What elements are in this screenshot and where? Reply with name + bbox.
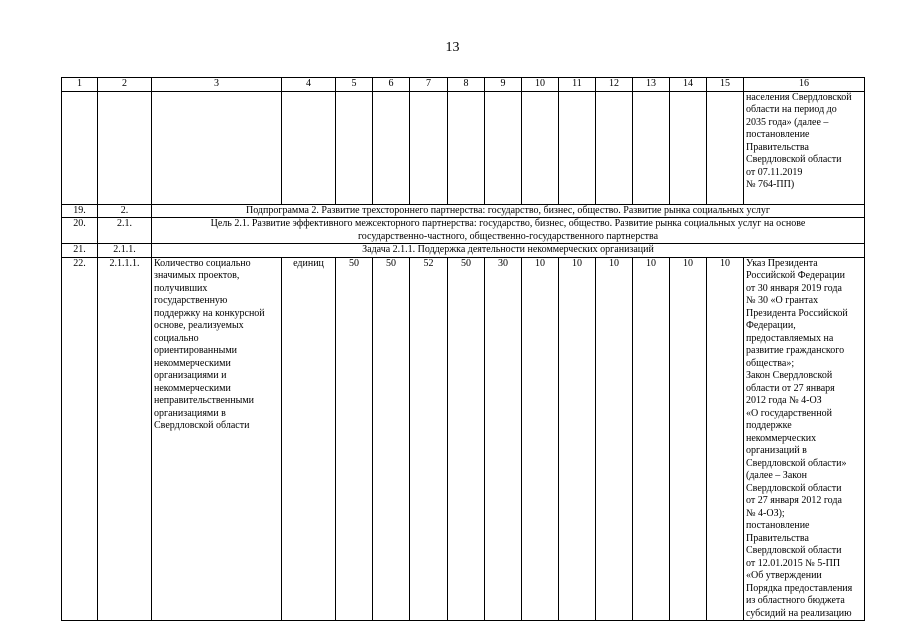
row-code: 2. [98, 204, 152, 218]
column-number: 4 [282, 78, 336, 92]
row-code: 2.1. [98, 218, 152, 244]
column-numbers-row [62, 78, 865, 92]
row-number: 19. [62, 204, 98, 218]
indicator-value: 50 [448, 257, 485, 621]
column-number: 2 [98, 78, 152, 92]
empty-cell [152, 91, 282, 204]
row-number: 21. [62, 244, 98, 258]
indicator-value: 30 [485, 257, 522, 621]
empty-cell [448, 91, 485, 204]
column-number: 9 [485, 78, 522, 92]
row-number: 22. [62, 257, 98, 621]
empty-cell [410, 91, 448, 204]
column-number: 5 [336, 78, 373, 92]
column-number: 16 [744, 78, 865, 92]
column-number: 11 [559, 78, 596, 92]
indicator-value: 10 [596, 257, 633, 621]
indicator-unit: единиц [282, 257, 336, 621]
empty-cell [485, 91, 522, 204]
column-number: 10 [522, 78, 559, 92]
indicator-value: 50 [336, 257, 373, 621]
continuation-row [62, 91, 865, 204]
indicator-name: Количество социально значимых проектов, получивших государственную поддержку на конкурсной основе, реализуемых социально ориентированными некоммерческими организациями и некоммерческими неправительственными организациями в Свердловской области [152, 257, 282, 621]
empty-cell [707, 91, 744, 204]
empty-cell [633, 91, 670, 204]
column-number: 13 [633, 78, 670, 92]
column-number: 8 [448, 78, 485, 92]
column-number: 6 [373, 78, 410, 92]
page-number: 13 [445, 40, 460, 55]
column-number: 7 [410, 78, 448, 92]
legal-basis-continuation: населения Свердловской области на период до 2035 года» (далее – постановление Правительства Свердловской области от 07.11.2019 № 764-ПП) [744, 91, 865, 204]
indicator-value: 10 [522, 257, 559, 621]
column-number: 1 [62, 78, 98, 92]
task-row [62, 244, 865, 258]
subprogram-row [62, 204, 865, 218]
task-title: Задача 2.1.1. Поддержка деятельности некоммерческих организаций [152, 244, 865, 258]
indicator-value: 10 [670, 257, 707, 621]
empty-cell [596, 91, 633, 204]
indicator-value: 10 [707, 257, 744, 621]
indicator-value: 10 [559, 257, 596, 621]
row-code: 2.1.1.1. [98, 257, 152, 621]
indicators-table [61, 77, 865, 621]
subprogram-title: Подпрограмма 2. Развитие трехстороннего партнерства: государство, бизнес, общество. Развитие рынка социальных услуг [152, 204, 865, 218]
row-code: 2.1.1. [98, 244, 152, 258]
indicator-value: 50 [373, 257, 410, 621]
empty-cell [98, 91, 152, 204]
goal-title: Цель 2.1. Развитие эффективного межсекторного партнерства: государство, бизнес, общество. Развитие рынка социальных услуг на основе государственно-частного, общественно-государственного партнерства [152, 218, 865, 244]
empty-cell [373, 91, 410, 204]
legal-basis: Указ Президента Российской Федерации от 30 января 2019 года № 30 «О грантах Президента Российской Федерации, предоставляемых на развитие гражданского общества»; Закон Свердловской области от 27 января 2012 года № 4-ОЗ «О государственной поддержке некоммерческих организаций в Свердловской области» (далее – Закон Свердловской области от 27 января 2012 года № 4-ОЗ); постановление Правительства Свердловской области от 12.01.2015 № 5-ПП «Об утверждении Порядка предоставления из областного бюджета субсидий на реализацию [744, 257, 865, 621]
empty-cell [559, 91, 596, 204]
column-number: 15 [707, 78, 744, 92]
column-number: 3 [152, 78, 282, 92]
indicator-row [62, 257, 865, 621]
goal-row [62, 218, 865, 244]
empty-cell [670, 91, 707, 204]
column-number: 14 [670, 78, 707, 92]
indicator-value: 52 [410, 257, 448, 621]
empty-cell [282, 91, 336, 204]
row-number: 20. [62, 218, 98, 244]
empty-cell [62, 91, 98, 204]
empty-cell [522, 91, 559, 204]
indicator-value: 10 [633, 257, 670, 621]
column-number: 12 [596, 78, 633, 92]
empty-cell [336, 91, 373, 204]
